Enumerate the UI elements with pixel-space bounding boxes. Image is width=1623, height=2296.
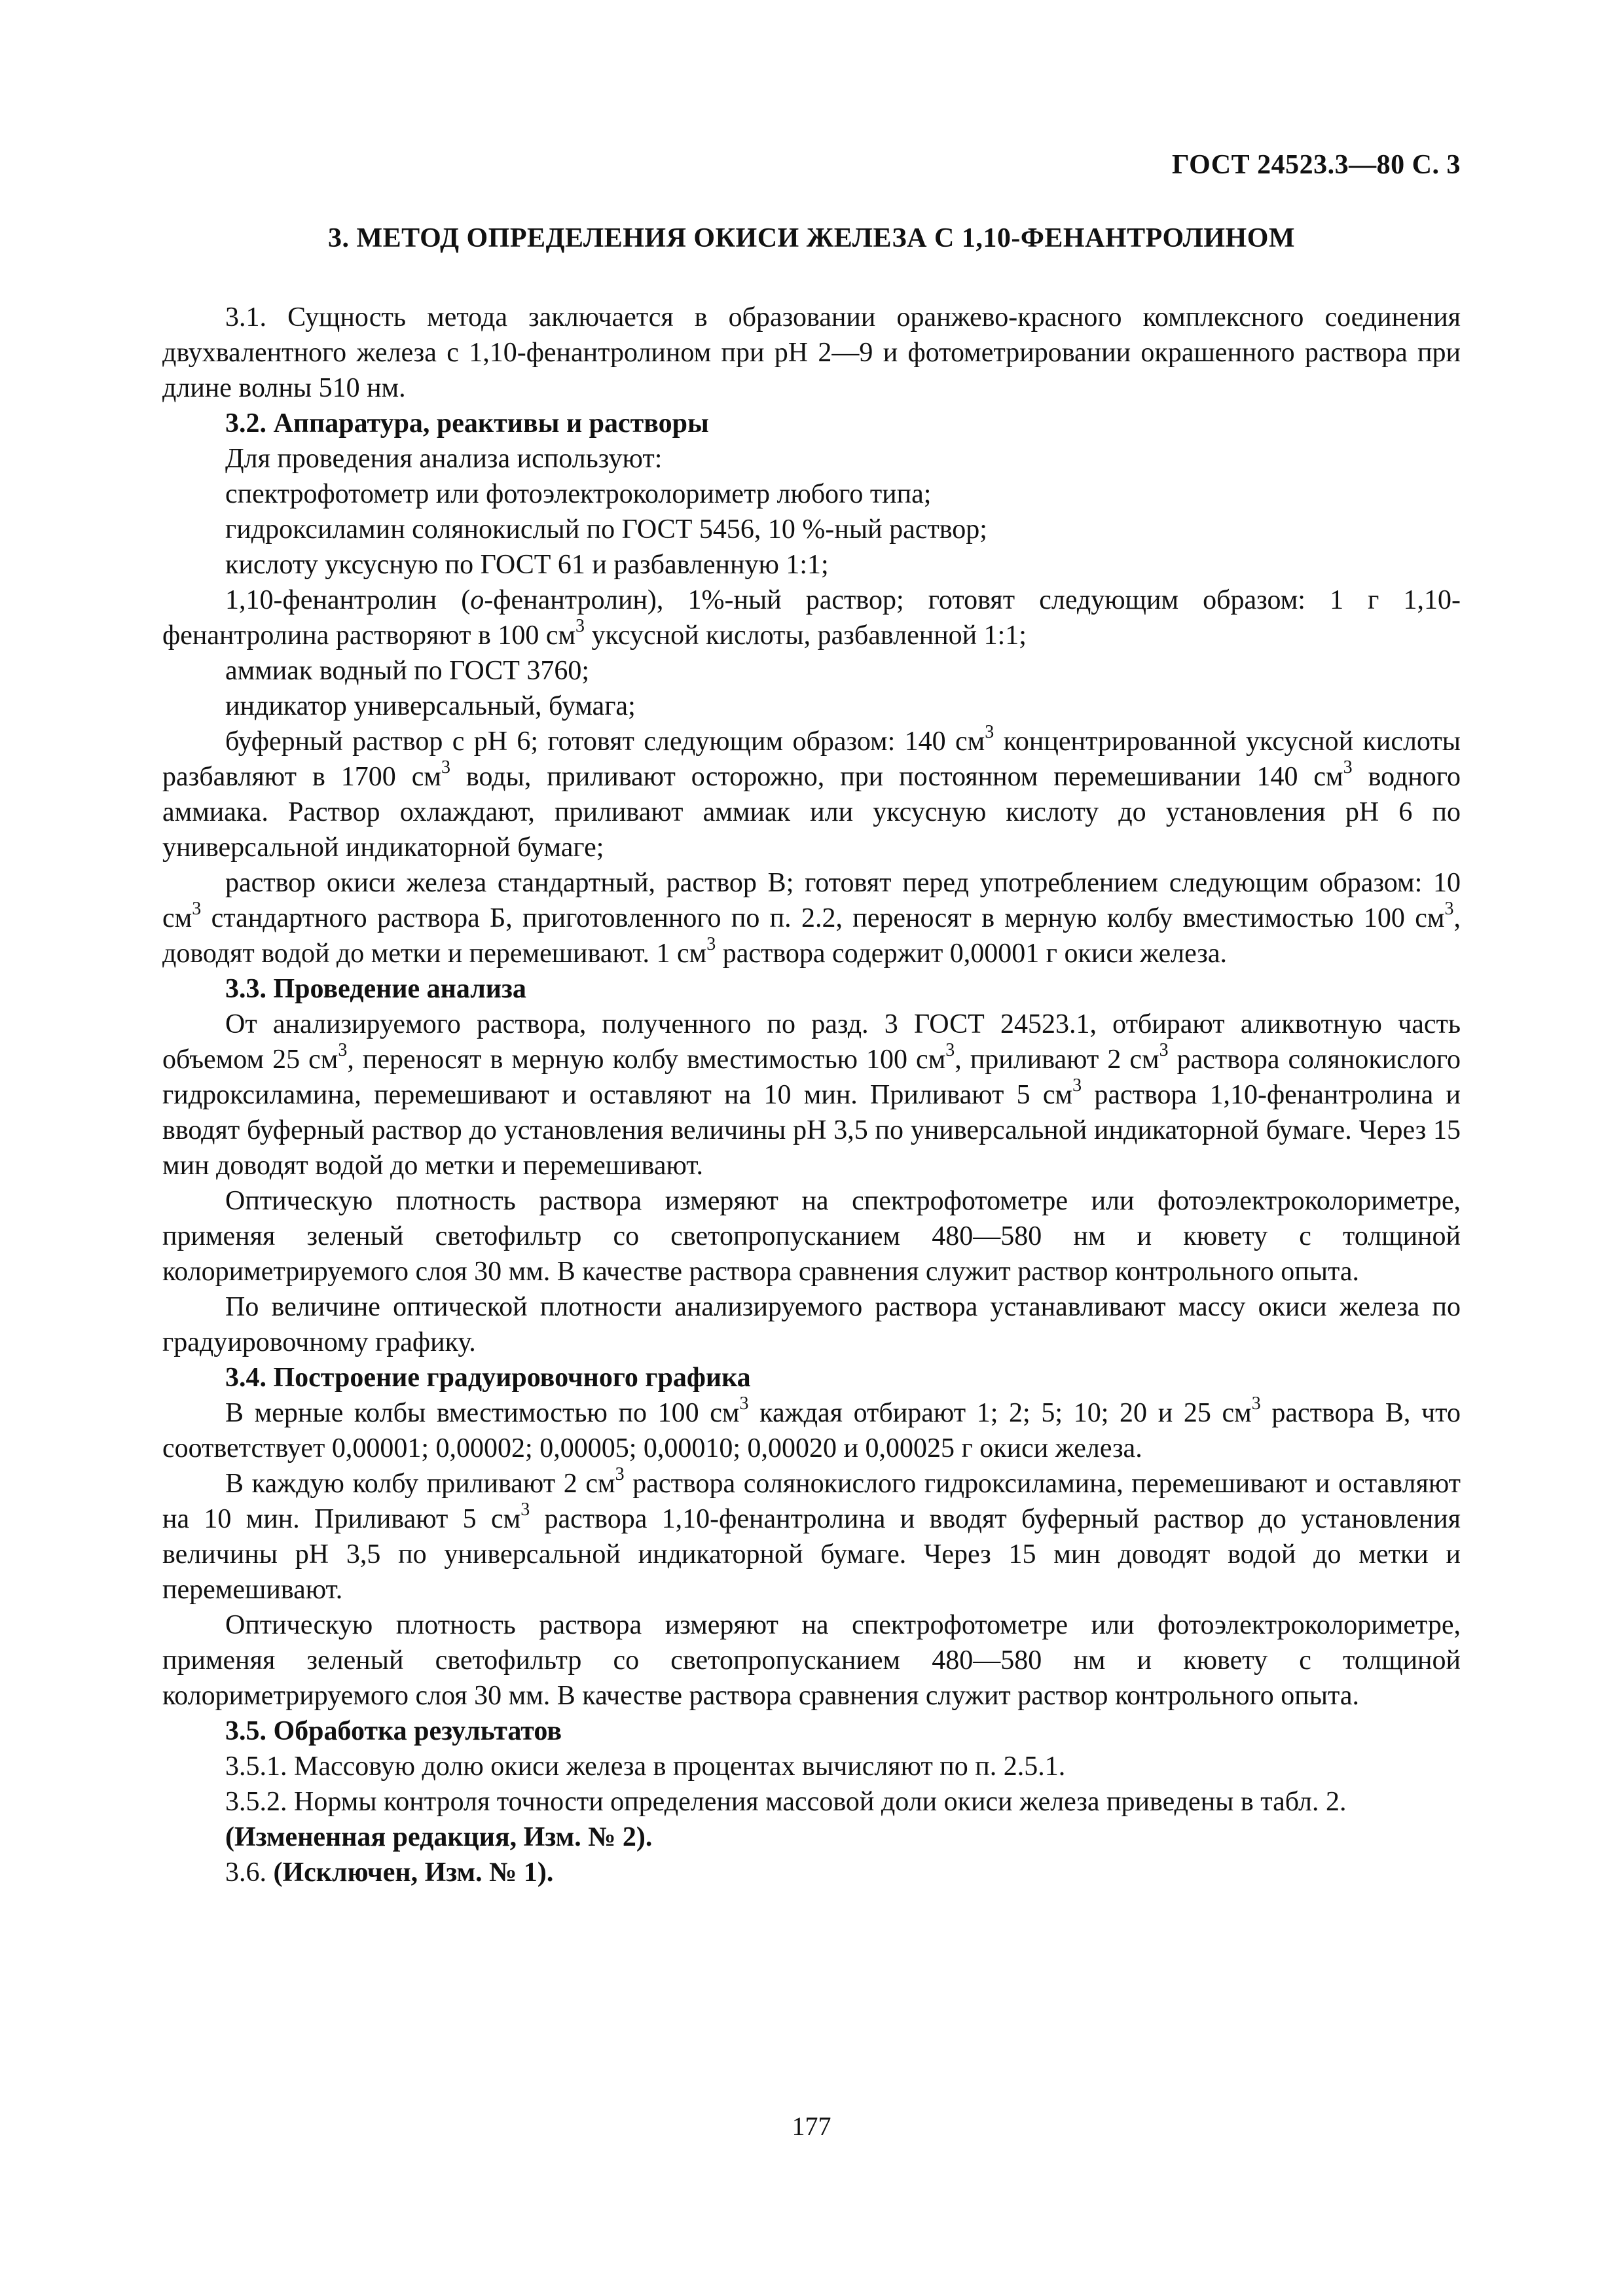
superscript: 3 — [1444, 899, 1454, 919]
page-number: 177 — [792, 2111, 831, 2141]
superscript: 3 — [739, 1393, 749, 1414]
list-item-spectrophotometer: спектрофотометр или фотоэлектроколориметр любого типа; — [225, 479, 932, 509]
heading-3-3: 3.3. Проведение анализа — [225, 974, 526, 1004]
superscript: 3 — [192, 899, 202, 919]
paragraph-3-4-flasks — [162, 1395, 1461, 1466]
paragraph-3-5-2: 3.5.2. Нормы контроля точности определения массовой доли окиси железа приведены в табл. 2. — [225, 1787, 1347, 1817]
text-run: раствора В, что соответствует 0,00001; 0,00002; 0,00005; 0,00010; 0,00020 и 0,00025 г окиси железа. — [162, 1398, 1461, 1463]
superscript: 3 — [520, 1499, 530, 1520]
text-run: В мерные колбы вместимостью по 100 см — [225, 1398, 740, 1428]
text-run: раствора солянокислого гидроксиламина, перемешивают и оставляют на 10 мин. Приливают 5 см — [162, 1469, 1461, 1534]
amendment-note: (Измененная редакция, Изм. № 2). — [225, 1822, 653, 1852]
paragraph-3-3-mass: По величине оптической плотности анализируемого раствора устанавливают массу окиси железа по градуировочному графику. — [162, 1292, 1461, 1357]
list-item-standard-solution — [162, 865, 1461, 971]
text-run: 1,10-фенантролин ( — [225, 585, 471, 615]
paragraph-uses: Для проведения анализа используют: — [225, 444, 663, 474]
text-run: раствор окиси железа стандартный, раствор В; готовят перед употреблением следующим образом: 10 см — [162, 868, 1461, 933]
heading-3-5: 3.5. Обработка результатов — [225, 1716, 562, 1746]
superscript: 3 — [615, 1464, 625, 1484]
heading-3-2: 3.2. Аппаратура, реактивы и растворы — [225, 408, 709, 439]
paragraph-3-6 — [162, 1855, 1461, 1890]
text-run: От анализируемого раствора, полученного по разд. 3 ГОСТ 24523.1, отбирают аликвотную часть объемом 25 см — [162, 1009, 1461, 1075]
superscript: 3 — [945, 1040, 955, 1060]
superscript: 3 — [1343, 757, 1353, 778]
paragraph-3-4-optical: Оптическую плотность раствора измеряют на спектрофотометре или фотоэлектроколориметре, применяя зеленый светофильтр со светопропусканием 480—580 нм и кювету с толщиной колориметрируемого слоя 30 мм. В качестве раствора сравнения служит раствор контрольного опыта. — [162, 1610, 1461, 1711]
list-item-buffer — [162, 724, 1461, 865]
text-run: , переносят в мерную колбу вместимостью 100 см — [347, 1045, 946, 1075]
text-run: 3.6. — [225, 1857, 274, 1888]
italic-run: о — [470, 585, 484, 615]
superscript: 3 — [338, 1040, 348, 1060]
text-run: каждая отбирают 1; 2; 5; 10; 20 и 25 см — [748, 1398, 1252, 1428]
text-run: воды, приливают осторожно, при постоянном перемешивании 140 см — [450, 762, 1343, 792]
list-item-phenanthroline — [162, 583, 1461, 653]
text-run: водного аммиака. Раствор охлаждают, приливают аммиак или уксусную кислоту до установления pH 6 по универсальной индикаторной бумаге; — [162, 762, 1461, 863]
heading-3-4: 3.4. Построение градуировочного графика — [225, 1363, 751, 1393]
section-title: 3. МЕТОД ОПРЕДЕЛЕНИЯ ОКИСИ ЖЕЛЕЗА С 1,10-ФЕНАНТРОЛИНОМ — [327, 223, 1296, 253]
text-run: концентрированной уксусной кислоты разбавляют в 1700 см — [162, 726, 1461, 792]
text-run: В каждую колбу приливают 2 см — [225, 1469, 615, 1499]
list-item-ammonia: аммиак водный по ГОСТ 3760; — [225, 656, 590, 686]
text-run: раствора солянокислого гидроксиламина, перемешивают и оставляют на 10 мин. Приливают 5 см — [162, 1045, 1461, 1110]
superscript: 3 — [575, 616, 585, 636]
list-item-indicator: индикатор универсальный, бумага; — [225, 691, 636, 721]
text-run: уксусной кислоты, разбавленной 1:1; — [585, 620, 1027, 651]
paragraph-3-4-each-flask — [162, 1466, 1461, 1607]
paragraph-3-5-1: 3.5.1. Массовую долю окиси железа в процентах вычисляют по п. 2.5.1. — [225, 1751, 1066, 1782]
text-run: раствора содержит 0,00001 г окиси железа. — [716, 939, 1227, 969]
text-run: стандартного раствора Б, приготовленного по п. 2.2, переносят в мерную колбу вместимостью 100 см — [201, 903, 1445, 933]
excluded-note: (Исключен, Изм. № 1). — [273, 1857, 554, 1888]
paragraph-3-3-procedure — [162, 1007, 1461, 1183]
paragraph-3-1: 3.1. Сущность метода заключается в образовании оранжево-красного комплексного соединения двухвалентного железа с 1,10-фенантролином при pH 2—9 и фотометрировании окрашенного раствора при длине волны 510 нм. — [162, 302, 1461, 403]
running-head: ГОСТ 24523.3—80 С. 3 — [1171, 150, 1461, 180]
superscript: 3 — [985, 722, 994, 742]
list-item-acetic-acid: кислоту уксусную по ГОСТ 61 и разбавленную 1:1; — [225, 550, 829, 580]
paragraph-3-3-optical: Оптическую плотность раствора измеряют на спектрофотометре или фотоэлектроколориметре, применяя зеленый светофильтр со светопропусканием 480—580 нм и кювету с толщиной колориметрируемого слоя 30 мм. В качестве раствора сравнения служит раствор контрольного опыта. — [162, 1186, 1461, 1287]
document-body — [162, 300, 1461, 1890]
text-run: раствора 1,10-фенантролина и вводят буферный раствор до установления величины pH 3,5 по универсальной индикаторной бумаге. Через 15 мин доводят водой до метки и перемешивают. — [162, 1080, 1461, 1181]
superscript: 3 — [706, 934, 716, 954]
superscript: 3 — [1251, 1393, 1261, 1414]
superscript: 3 — [441, 757, 450, 778]
text-run: раствора 1,10-фенантролина и вводят буферный раствор до установления величины pH 3,5 по универсальной индикаторной бумаге. Через 15 мин доводят водой до метки и перемешивают. — [162, 1504, 1461, 1605]
text-run: -фенантролин), 1%-ный раствор; готовят следующим образом: 1 г 1,10-фенантролина растворяют в 100 см — [162, 585, 1461, 651]
text-run: буферный раствор с pH 6; готовят следующим образом: 140 см — [225, 726, 985, 757]
text-run: , приливают 2 см — [955, 1045, 1159, 1075]
list-item-hydroxylamine: гидроксиламин солянокислый по ГОСТ 5456, 10 %-ный раствор; — [225, 514, 987, 545]
superscript: 3 — [1072, 1075, 1082, 1096]
superscript: 3 — [1159, 1040, 1169, 1060]
text-run: , доводят водой до метки и перемешивают. 1 см — [162, 903, 1461, 969]
